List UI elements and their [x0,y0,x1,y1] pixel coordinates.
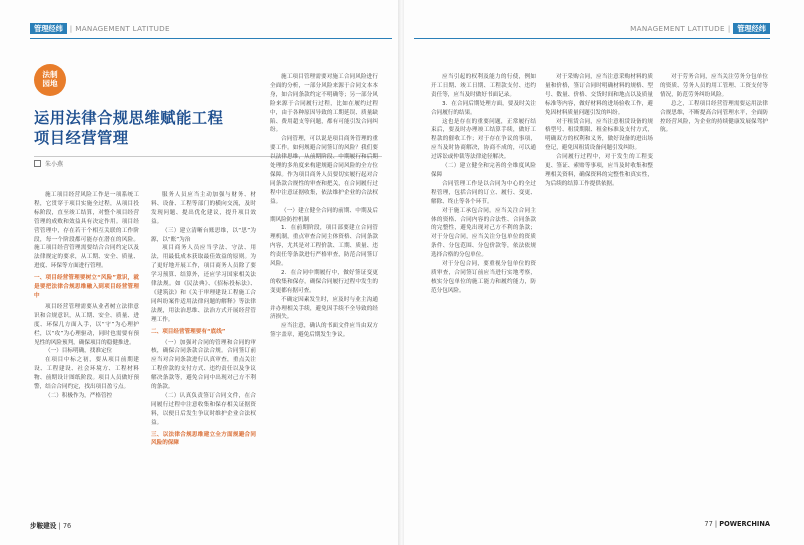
section-heading: 二、项目经营管理要有“底线” [151,328,226,335]
section-label-en: MANAGEMENT LATITUDE [630,24,725,33]
paragraph: 项目经营管理需要从业者树立法律意识和合规意识，从工期、安全、质量、进度、环保几方面入手，以“守”为心理护栏，以“攻”为心理驱动，同时也需要有预见性的风险预判，确保项目的稳健推进。 [34,303,139,346]
right-page [404,0,804,545]
left-header [30,22,170,36]
author-line [34,159,63,168]
paragraph: 不确定因素发生时，应及时与业主沟通并办理相关手续，避免因手续不全导致的经济损失。 [270,296,378,321]
badge-line2: 园地 [42,79,58,88]
text-column-2 [151,191,256,450]
badge-line1: 法制 [42,70,58,79]
right-footer [704,520,770,528]
text-column-4 [431,73,536,296]
section-label: 管理经纬 [30,23,67,34]
paragraph: （一）目标明确，找准定位 [45,348,113,355]
paragraph: 1．在前期阶段，项目部要建立合同管理机制，重点审查合同主体资格、合同条款内容，尤其是对工程价款、工期、质量、违约责任等条款进行严格审查，防范合同签订风险。 [270,225,378,268]
paragraph: 对于劳务合同，应当关注劳务分包单位的资质、劳务人员的用工管理、工资支付等情况，防范劳务纠纷风险。 [660,74,768,98]
paragraph: 合同管理工作是以合同为中心的全过程管理，包括合同的订立、履行、变更、解除、终止等各个环节。 [431,180,536,205]
paragraph: （二）建立健全和完善的全维度风险保障 [431,163,536,178]
magazine-name-en: POWERCHINA [719,520,770,528]
paragraph: 合同管理，可以说是项目商务管理的重要工作。如何规避合同签订的风险？我们要以法律思维，从前期阶段、中期履行和后期处理的多角度来构建规避合同风险的全方位保障。作为项目商务人员要切实履行起对合同条款合规性的审查和把关，在合同履行过程中注意证据收集，依法维护企业的合法权益。 [270,136,378,205]
paragraph: 施工项目管理需要对施工合同风险进行全面的分析，一部分风险来源于合同文本本身，如合同条款约定不明确等；另一部分风险来源于合同履行过程，比如在履约过程中，由于各种原因导致的工期延误、质量缺陷、费用超支等问题，都有可能引发合同纠纷。 [270,74,378,134]
paragraph: 应当引起的权利及能力的行使，例如开工日期、竣工日期、工程款支付、违约责任等，应当及时做好书面记录。 [431,74,536,98]
footer-separator: | [58,522,61,530]
header-separator: | [727,24,731,33]
paragraph: （二）认真负责签订合同文件，在合同履行过程中注意收集和保存相关证据资料，以便日后发生争议时维护企业合法权益。 [151,392,256,426]
footer-separator: | [714,520,718,528]
paragraph: 这也是存在的重要问题，正常履行结束后，要及时办理竣工结算手续，做好工程款的催收工作；对于存在争议的事项，应当及时协商解决，协商不成的，可以通过诉讼或仲裁等法律途径解决。 [431,118,536,161]
paragraph: （一）建立健全合同的前期、中期及后期风险防控机制 [270,207,378,223]
column-badge [34,64,66,96]
paragraph: 应当注意，确认的书面文件应当由双方签字盖章，避免后期发生争议。 [270,323,378,339]
magazine-name: 步鞍建设 [30,522,57,530]
paragraph: 施工项目经营风险工作是一项系统工程，它贯穿于项目实施全过程，从项目投标阶段，直至竣工结算，对整个项目经营管理的成败和效益具有决定作用。项目经营管理中，存在若干个相互关联的工作阶段，每一个阶段都可能存在潜在的风险。施工项目经营管理需要结合合同约定以及法律规定的要求，从工期、安全、质量、进度、环保等方面进行管理。 [34,192,139,270]
section-heading: 一、项目经营管理要树立“风险”意识，就是要把法律合规思维融入到项目经营管理中 [34,275,139,299]
page-number-right: 77 [704,520,713,528]
text-column-6 [660,73,768,135]
section-heading: 三、以法律合规思维建立全方面规避合同风险的保障 [151,431,256,447]
paragraph: 服务人员应当主动加强与财务、材料、设备、工程等部门的横向交流，及时发现问题、提出优化建议，提升项目效益。 [151,192,256,225]
paragraph: （三）建立清晰台账思维，以“思”为源，以“账”为治 [151,227,256,243]
left-footer [30,520,71,530]
header-separator: | [69,24,73,33]
header-rule [414,38,770,39]
text-column-3 [270,73,378,340]
title-line2: 项目经营管理 [34,129,129,147]
paragraph: 在项目中标之初，要从项目前期建设、工程建设、社会环境方、工程材料物、前期设计图纸阶段。项目人员做好预警，结合合同约定，找出项目盈亏点。 [34,357,139,391]
paragraph: （一）加强对合同的管理和合同的审核，确保合同条款合法合规。合同签订前应当对合同条款进行认真审查，重点关注工程价款的支付方式、违约责任以及争议解决条款等，避免合同中出现对己方不利的条款。 [151,339,256,391]
paragraph: （二）积极作为，严格管控 [45,392,113,399]
paragraph: 对于采购合同，应当注意采购材料的质量和价格，签订合同时明确材料的规格、型号、数量、价格、交货时间和地点以及质量标准等内容，做好材料的进场验收工作，避免因材料质量问题引发的纠纷。 [545,74,653,116]
paragraph: 项目商务人员应当学法、守法、用法，用最低成本获取最佳效益的原则。为了更好地开展工作，项目商务人员除了要学习预算、结算外，还应学习国家相关法律法规。如《民法典》、《招标投标法》、《建筑法》和《关于审理建设工程施工合同纠纷案件适用法律问题的解释》等法律法规，用法治思维、法治方式开展经营管理工作。 [151,245,256,323]
author-marker-icon [34,160,41,167]
title-line1: 运用法律合规思维赋能工程 [34,109,224,127]
author-name: 朱小燕 [45,161,64,168]
paragraph: 对于施工承包合同，应当关注合同主体的资格、合同内容的合法性、合同条款的完整性，避免出现对己方不利的条款；对于分包合同，应当关注分包单位的资质条件、分包范围、分包价款等，依法依规选择合格的分包单位。 [431,207,536,259]
section-label: 管理经纬 [733,23,770,34]
paragraph: 合同履行过程中，对于发生的工程变更、签证、索赔等事项，应当及时收集和整理相关资料，确保资料的完整性和真实性，为后续的结算工作提供依据。 [545,154,653,187]
left-page [0,0,400,545]
text-column-5 [545,73,653,189]
paragraph: 2．在合同中期履行中，做好签证变更的收集和保存，确保合同履行过程中发生的变更都有据可查。 [270,269,378,294]
paragraph: 对于分包合同，要重视分包单位的资质审查，合同签订前应当进行实地考察，核实分包单位的施工能力和履约能力，防范分包风险。 [431,261,536,294]
paragraph: 总之，工程项目经营管理需要运用法律合规思维，不断提高合同管理水平，全面防控经营风险，为企业的持续健康发展保驾护航。 [660,100,768,134]
article-title [34,108,223,148]
header-rule [30,38,392,39]
page-number-left: 76 [62,522,72,530]
paragraph: 3．在合同后期处理方面，要及时关注合同履行的结果。 [431,100,536,116]
section-label-en: MANAGEMENT LATITUDE [75,24,170,33]
paragraph: 对于租赁合同，应当注意租赁设备的规格型号、租赁期限、租金标准及支付方式，明确双方的权利和义务，做好设备的进出场登记，避免因租赁设备问题引发纠纷。 [545,118,653,152]
text-column-1 [34,191,139,401]
right-header [630,22,770,36]
